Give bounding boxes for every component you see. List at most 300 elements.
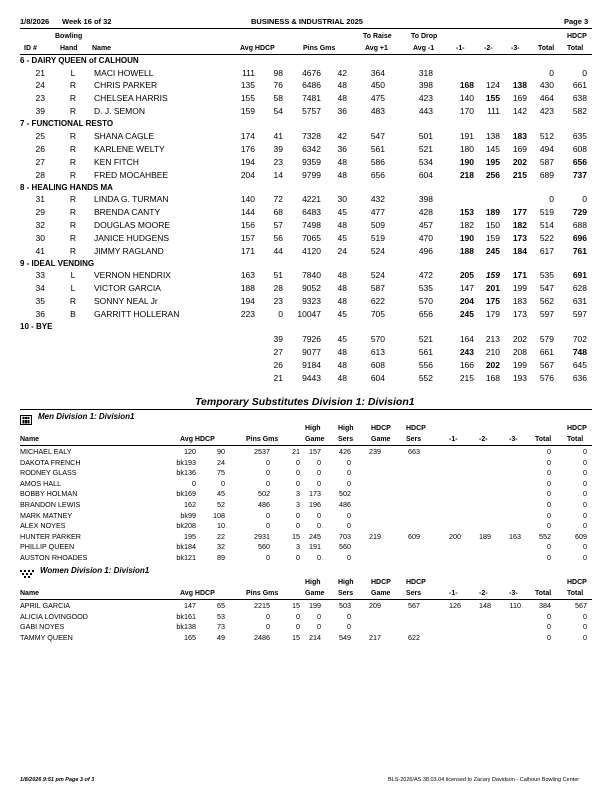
- league-name: BUSINESS & INDUSTRIAL 2025: [251, 17, 363, 26]
- cell-hand: R: [69, 156, 77, 167]
- cell-htotal: 729: [572, 207, 587, 218]
- cell-htotal: 0: [583, 500, 587, 509]
- cell-raise: 604: [370, 372, 385, 383]
- cell-g1: 140: [459, 93, 474, 104]
- cell-avg: 156: [240, 220, 255, 230]
- header-rule: [20, 28, 592, 29]
- cell-htotal: 737: [572, 169, 587, 180]
- col-hdcp-sers: HDCP: [406, 579, 426, 586]
- cell-avg: 120: [184, 447, 196, 456]
- col-hdcp-total: HDCP: [567, 579, 587, 586]
- cell-avg: bk193: [176, 457, 196, 467]
- cell-g2: 256: [485, 169, 500, 180]
- cell-gms: 48: [337, 346, 347, 357]
- col-hdcp: HDCP: [567, 33, 587, 40]
- cell-drop: 398: [418, 80, 433, 91]
- col-to-drop: To Drop: [411, 33, 438, 40]
- cell-g1: 190: [459, 232, 474, 243]
- cell-id: 25: [35, 130, 45, 141]
- cell-gms: 48: [337, 156, 347, 167]
- cell-drop: 501: [418, 130, 433, 141]
- col-hdcp-game-2: Game: [371, 436, 391, 443]
- cell-drop: 443: [418, 106, 433, 117]
- cell-avg: bk138: [176, 622, 196, 632]
- cell-hand: R: [69, 207, 77, 218]
- cell-total: 617: [539, 245, 554, 256]
- cell-g3: 202: [512, 156, 527, 167]
- cell-avg: 157: [240, 232, 255, 243]
- cell-id: 29: [35, 207, 45, 218]
- cell-pins: 502: [258, 489, 270, 499]
- cell-total: 547: [539, 283, 554, 294]
- cell-hdcp: 27: [273, 346, 283, 357]
- cell-total: 597: [539, 309, 554, 320]
- cell-id: 32: [35, 220, 45, 230]
- col-hdcp-sers-2: Sers: [406, 590, 422, 597]
- col-sers: Sers: [338, 436, 354, 443]
- cell-hdcp: 51: [273, 270, 283, 281]
- cell-g3: 202: [512, 333, 527, 344]
- cell-name: RODNEY GLASS: [20, 468, 77, 478]
- cell-g1: 205: [459, 270, 474, 281]
- cell-g2: 245: [485, 245, 500, 256]
- cell-g1: 243: [459, 346, 474, 357]
- cell-avg: 174: [240, 130, 255, 141]
- cell-drop: 457: [418, 220, 433, 230]
- cell-total: 0: [547, 500, 551, 509]
- cell-gms: 3: [296, 500, 300, 509]
- cell-hdcp: 68: [273, 207, 283, 218]
- footer-print-info: 1/8/2026 9:51 pm Page 3 of 3: [20, 777, 95, 783]
- cell-avg: bk208: [176, 521, 196, 531]
- cell-hdcp: 0: [278, 309, 283, 320]
- cell-name: BRANDON LEWIS: [20, 500, 81, 509]
- cell-htotal: 635: [572, 130, 587, 141]
- cell-pins: 0: [266, 521, 270, 531]
- col-avg-hdcp: Avg HDCP: [240, 45, 275, 52]
- col-hdcp-total: HDCP: [567, 425, 587, 432]
- cell-hs: 549: [339, 632, 351, 642]
- cell-name: FRED MOCAHBEE: [94, 169, 169, 180]
- cell-g2: 155: [485, 93, 500, 104]
- cell-name: TAMMY QUEEN: [20, 632, 73, 642]
- cell-g2: 179: [485, 309, 500, 320]
- cell-drop: 604: [418, 169, 433, 180]
- cell-drop: 552: [418, 372, 433, 383]
- cell-hdg: 209: [369, 601, 381, 610]
- cell-id: 27: [35, 156, 45, 167]
- cell-g3: 193: [512, 372, 527, 383]
- cell-pins: 6342: [302, 143, 321, 154]
- cell-avg: bk136: [176, 468, 196, 478]
- cell-avg: 194: [240, 296, 255, 307]
- cell-total: 0: [547, 457, 551, 467]
- cell-hdcp: 28: [273, 283, 283, 294]
- cell-hdcp: 98: [273, 67, 283, 78]
- cell-avg: 147: [184, 601, 196, 610]
- cell-g1: 190: [459, 156, 474, 167]
- cell-avg: 111: [242, 67, 255, 78]
- cell-hand: R: [69, 93, 77, 104]
- cell-gms: 42: [337, 130, 347, 141]
- cell-hdcp: 23: [273, 156, 283, 167]
- cell-htotal: 609: [575, 531, 587, 541]
- cell-g3: 171: [512, 270, 527, 281]
- cell-pins: 2931: [254, 531, 270, 541]
- cell-hg: 196: [309, 500, 321, 509]
- col-total: Total: [535, 590, 552, 597]
- cell-htotal: 0: [583, 553, 587, 562]
- cell-pins: 560: [258, 542, 270, 552]
- cell-pins: 0: [266, 553, 270, 562]
- cell-hdcp: 22: [217, 531, 225, 541]
- cell-htotal: 0: [582, 67, 587, 78]
- cell-raise: 613: [370, 346, 385, 357]
- cell-hs: 0: [347, 468, 351, 478]
- cell-pins: 9359: [302, 156, 321, 167]
- women-pins-icon: [20, 566, 34, 584]
- cell-hg: 0: [317, 553, 321, 562]
- col-to-raise-avg: Avg +1: [365, 45, 388, 52]
- cell-hdcp: 56: [273, 232, 283, 243]
- cell-g1: 153: [459, 207, 474, 218]
- cell-raise: 586: [370, 156, 385, 167]
- cell-g3: 142: [512, 106, 527, 117]
- cell-gms: 0: [296, 478, 300, 488]
- col-hand: Hand: [60, 45, 78, 52]
- col-game-2: -2-: [479, 590, 488, 597]
- cell-hand: R: [69, 80, 77, 91]
- cell-avg: 144: [240, 207, 255, 218]
- cell-hdcp: 21: [273, 372, 283, 383]
- cell-name: VERNON HENDRIX: [94, 270, 171, 281]
- cell-total: 567: [539, 359, 554, 370]
- col-game-2: -2-: [479, 436, 488, 443]
- cell-raise: 524: [370, 270, 385, 281]
- report-date: 1/8/2026: [20, 17, 50, 26]
- cell-g2: 148: [479, 601, 491, 610]
- cell-g2: 195: [485, 156, 500, 167]
- cell-gms: 45: [337, 333, 347, 344]
- cell-gms: 30: [337, 194, 347, 205]
- cell-gms: 0: [296, 468, 300, 478]
- cell-raise: 705: [370, 309, 385, 320]
- cell-pins: 0: [266, 468, 270, 478]
- cell-htotal: 0: [583, 468, 587, 478]
- cell-hdcp: 73: [217, 622, 225, 632]
- cell-name: ALICIA LOVINGOOD: [20, 611, 88, 621]
- cell-name: BOBBY HOLMAN: [20, 489, 78, 499]
- cell-raise: 608: [370, 359, 385, 370]
- cell-hg: 0: [317, 468, 321, 478]
- cell-total: 0: [547, 553, 551, 562]
- team-heading: 10 - BYE: [20, 322, 53, 332]
- cell-id: 24: [35, 80, 45, 91]
- cell-gms: 48: [337, 80, 347, 91]
- cell-raise: 547: [370, 130, 385, 141]
- cell-total: 0: [549, 194, 554, 205]
- cell-g1: 215: [459, 372, 474, 383]
- cell-hds: 622: [408, 632, 420, 642]
- cell-gms: 3: [296, 542, 300, 552]
- cell-hdg: 239: [369, 447, 381, 456]
- cell-raise: 622: [370, 296, 385, 307]
- cell-total: 0: [547, 611, 551, 621]
- cell-drop: 470: [418, 232, 433, 243]
- cell-total: 0: [547, 510, 551, 520]
- cell-pins: 4120: [302, 245, 321, 256]
- cell-g3: 184: [512, 245, 527, 256]
- cell-avg: bk161: [176, 611, 196, 621]
- cell-hand: L: [70, 67, 76, 78]
- cell-g2: 138: [485, 130, 500, 141]
- cell-hand: R: [69, 245, 77, 256]
- col-hdcp-total-2: Total: [567, 436, 584, 443]
- cell-g3: 183: [512, 296, 527, 307]
- cell-hg: 245: [309, 531, 321, 541]
- cell-name: GARRITT HOLLERAN: [94, 309, 180, 320]
- cell-hs: 0: [347, 553, 351, 562]
- col-hdcp-sers: HDCP: [406, 425, 426, 432]
- cell-avg: 165: [184, 632, 196, 642]
- cell-g3: 173: [512, 309, 527, 320]
- cell-total: 514: [539, 220, 554, 230]
- cell-hand: R: [69, 169, 77, 180]
- cell-gms: 48: [337, 283, 347, 294]
- cell-htotal: 631: [572, 296, 587, 307]
- cell-hs: 560: [339, 542, 351, 552]
- cell-htotal: 0: [583, 542, 587, 552]
- cell-pins: 9443: [302, 372, 321, 383]
- col-bowling: Bowling: [55, 33, 83, 40]
- cell-name: MACI HOWELL: [94, 67, 154, 78]
- cell-total: 0: [547, 632, 551, 642]
- cell-name: JIMMY RAGLAND: [94, 245, 164, 256]
- cell-pins: 2486: [254, 632, 270, 642]
- cell-hdcp: 39: [273, 143, 283, 154]
- cell-htotal: 636: [572, 372, 587, 383]
- cell-avg: 204: [240, 169, 255, 180]
- cell-pins: 7840: [302, 270, 321, 281]
- cell-hg: 173: [309, 489, 321, 499]
- col-name: Name: [92, 45, 112, 52]
- cell-drop: 656: [418, 309, 433, 320]
- cell-hs: 426: [339, 447, 351, 456]
- cell-total: 384: [539, 601, 551, 610]
- cell-g2: 201: [485, 283, 500, 294]
- cell-hdcp: 45: [217, 489, 225, 499]
- cell-hg: 157: [309, 447, 321, 456]
- col-game-2: -2-: [484, 45, 493, 52]
- cell-hdcp: 10: [217, 521, 225, 531]
- cell-gms: 21: [292, 447, 300, 456]
- cell-pins: 2215: [254, 601, 270, 610]
- cell-g1: 245: [459, 309, 474, 320]
- cell-raise: 477: [370, 207, 385, 218]
- cell-hdcp: 90: [217, 447, 225, 456]
- cell-gms: 15: [292, 601, 300, 610]
- cell-g3: 199: [512, 283, 527, 294]
- cell-avg: bk99: [180, 510, 196, 520]
- cell-hg: 199: [309, 601, 321, 610]
- column-rule: [20, 599, 592, 600]
- col-hdcp-game: HDCP: [371, 425, 391, 432]
- col-hdcp-sers-2: Sers: [406, 436, 422, 443]
- cell-gms: 15: [292, 531, 300, 541]
- cell-drop: 561: [418, 346, 433, 357]
- col-id: ID #: [24, 45, 37, 52]
- cell-raise: 450: [370, 80, 385, 91]
- cell-hand: R: [69, 296, 77, 307]
- team-heading: 6 - DAIRY QUEEN of CALHOUN: [20, 56, 139, 65]
- cell-name: SHANA CAGLE: [94, 130, 154, 141]
- cell-gms: 48: [337, 296, 347, 307]
- cell-pins: 5757: [302, 106, 321, 117]
- cell-pins: 486: [258, 500, 270, 509]
- cell-total: 0: [549, 67, 554, 78]
- col-game-1: -1-: [449, 436, 458, 443]
- cell-drop: 556: [418, 359, 433, 370]
- col-game-1: -1-: [449, 590, 458, 597]
- cell-id: 31: [35, 194, 45, 205]
- cell-hdg: 217: [369, 632, 381, 642]
- cell-hdcp: 58: [273, 93, 283, 104]
- cell-htotal: 0: [582, 194, 587, 205]
- cell-avg: 194: [240, 156, 255, 167]
- cell-total: 519: [539, 207, 554, 218]
- cell-hdcp: 53: [217, 611, 225, 621]
- cell-name: D. J. SEMON: [94, 106, 146, 117]
- cell-avg: 163: [240, 270, 255, 281]
- cell-gms: 0: [296, 521, 300, 531]
- cell-g3: 199: [512, 359, 527, 370]
- cell-hg: 0: [317, 611, 321, 621]
- cell-drop: 398: [418, 194, 433, 205]
- cell-name: DAKOTA FRENCH: [20, 457, 81, 467]
- cell-raise: 656: [370, 169, 385, 180]
- cell-raise: 475: [370, 93, 385, 104]
- cell-g3: 215: [512, 169, 527, 180]
- cell-gms: 36: [337, 106, 347, 117]
- cell-pins: 9077: [302, 346, 321, 357]
- cell-raise: 519: [370, 232, 385, 243]
- footer-license: BLS-2026/AS 38.03.04 licensed to Zacary Davidson - Calhoun Bowling Center: [388, 777, 580, 783]
- cell-drop: 521: [418, 333, 433, 344]
- cell-raise: 524: [370, 245, 385, 256]
- cell-g2: 189: [479, 531, 491, 541]
- cell-id: 33: [35, 270, 45, 281]
- col-name: Name: [20, 436, 40, 443]
- cell-htotal: 567: [575, 601, 587, 610]
- cell-total: 661: [539, 346, 554, 357]
- cell-name: HUNTER PARKER: [20, 531, 81, 541]
- cell-total: 430: [539, 80, 554, 91]
- cell-hdcp: 54: [273, 106, 283, 117]
- cell-drop: 496: [418, 245, 433, 256]
- col-to-raise: To Raise: [363, 33, 392, 40]
- cell-pins: 4221: [302, 194, 321, 205]
- col-total: Total: [535, 436, 552, 443]
- cell-htotal: 761: [572, 245, 587, 256]
- cell-raise: 483: [370, 106, 385, 117]
- cell-g3: 163: [509, 531, 521, 541]
- cell-g2: 210: [485, 346, 500, 357]
- cell-hand: B: [70, 309, 76, 320]
- cell-avg: 162: [184, 500, 196, 509]
- cell-name: APRIL GARCIA: [20, 601, 71, 610]
- cell-gms: 15: [292, 632, 300, 642]
- cell-gms: 0: [296, 553, 300, 562]
- cell-hdcp: 23: [273, 296, 283, 307]
- cell-avg: 155: [240, 93, 255, 104]
- col-hdcp-total-2: Total: [567, 590, 584, 597]
- men-division-label: Men Division 1: Division1: [38, 412, 135, 421]
- cell-g2: 202: [485, 359, 500, 370]
- cell-htotal: 0: [583, 622, 587, 632]
- cell-g1: 164: [459, 333, 474, 344]
- cell-g3: 173: [512, 232, 527, 243]
- cell-hdcp: 75: [217, 468, 225, 478]
- col-game-3: -3-: [509, 590, 518, 597]
- cell-htotal: 0: [583, 489, 587, 499]
- cell-name: MARK MATNEY: [20, 510, 73, 520]
- cell-pins: 10047: [297, 309, 321, 320]
- cell-total: 535: [539, 270, 554, 281]
- cell-gms: 0: [296, 457, 300, 467]
- cell-raise: 432: [370, 194, 385, 205]
- cell-hs: 0: [347, 478, 351, 488]
- cell-total: 522: [539, 232, 554, 243]
- cell-id: 41: [35, 245, 45, 256]
- cell-total: 579: [539, 333, 554, 344]
- cell-pins: 9184: [302, 359, 321, 370]
- cell-hs: 0: [347, 611, 351, 621]
- cell-pins: 6483: [302, 207, 321, 218]
- cell-htotal: 0: [583, 632, 587, 642]
- cell-g3: 177: [512, 207, 527, 218]
- cell-drop: 428: [418, 207, 433, 218]
- cell-g3: 138: [512, 80, 527, 91]
- cell-g2: 124: [485, 80, 500, 91]
- cell-total: 0: [547, 468, 551, 478]
- cell-hdcp: 108: [213, 510, 225, 520]
- cell-hdcp: 76: [273, 80, 283, 91]
- col-hdcp-total: Total: [567, 45, 584, 52]
- cell-drop: 423: [418, 93, 433, 104]
- cell-hdcp: 32: [217, 542, 225, 552]
- cell-id: 21: [35, 67, 45, 78]
- cell-gms: 45: [337, 207, 347, 218]
- col-game-1: -1-: [456, 45, 465, 52]
- cell-htotal: 608: [572, 143, 587, 154]
- col-total: Total: [538, 45, 555, 52]
- cell-raise: 561: [370, 143, 385, 154]
- cell-hdcp: 39: [273, 333, 283, 344]
- cell-avg: bk169: [176, 489, 196, 499]
- cell-pins: 7328: [302, 130, 321, 141]
- cell-g1: 126: [449, 601, 461, 610]
- cell-hg: 191: [309, 542, 321, 552]
- cell-raise: 570: [370, 333, 385, 344]
- cell-hdcp: 72: [273, 194, 283, 205]
- cell-drop: 472: [418, 270, 433, 281]
- col-hdcp-game-2: Game: [371, 590, 391, 597]
- column-rule: [20, 445, 592, 446]
- cell-gms: 48: [337, 93, 347, 104]
- cell-id: 34: [35, 283, 45, 294]
- cell-hdcp: 14: [273, 169, 283, 180]
- cell-g1: 200: [449, 531, 461, 541]
